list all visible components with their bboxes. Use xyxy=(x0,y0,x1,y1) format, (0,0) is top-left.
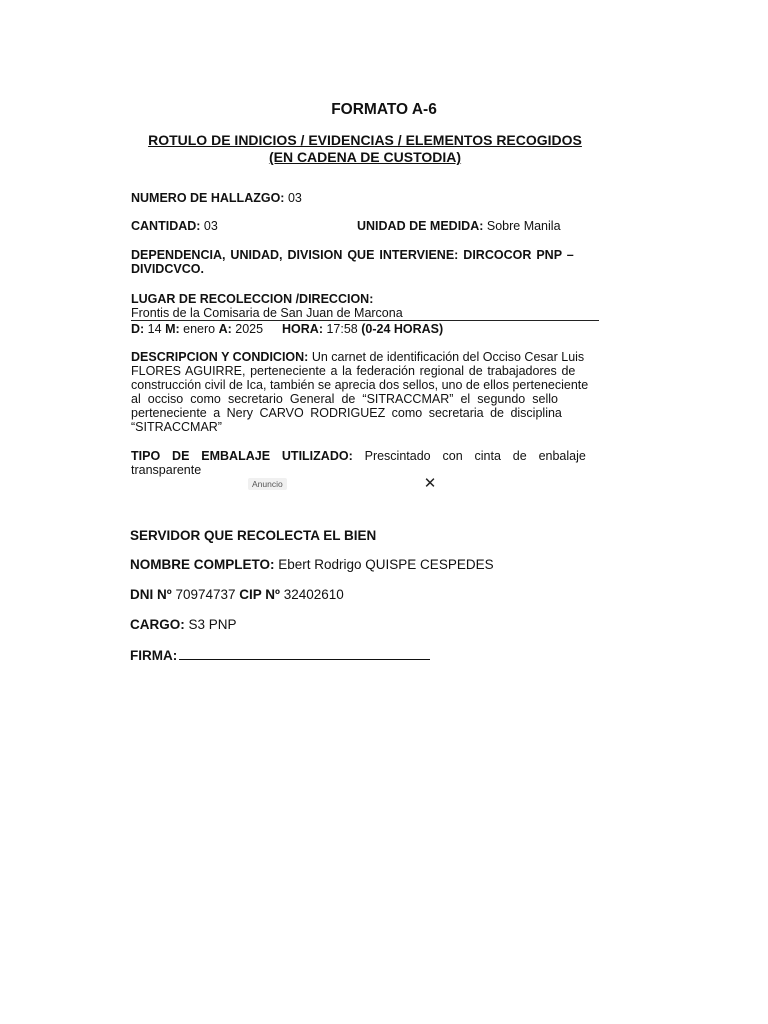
descripcion-text1: Un carnet de identificación del Occiso Cesar Luis xyxy=(308,350,585,364)
document-subtitle-line1: ROTULO DE INDICIOS / EVIDENCIAS / ELEMENTOS RECOGIDOS xyxy=(148,132,582,148)
cip-label: CIP Nº xyxy=(239,587,280,602)
cargo-value: S3 PNP xyxy=(184,617,237,632)
embalaje-value2: transparente xyxy=(131,463,202,477)
nombre-value: Ebert Rodrigo QUISPE CESPEDES xyxy=(274,557,494,572)
cip-value: 32402610 xyxy=(279,587,344,602)
ad-label: Anuncio xyxy=(248,478,287,490)
signature-line xyxy=(179,647,430,660)
cargo-label: CARGO: xyxy=(130,617,185,632)
descripcion-line5: perteneciente a Nery CARVO RODRIGUEZ como secretaria de disciplina xyxy=(131,406,562,420)
dependencia-line1: DEPENDENCIA, UNIDAD, DIVISION QUE INTERVIENE: DIRCOCOR PNP – xyxy=(131,248,574,262)
hallazgo-row xyxy=(131,191,599,206)
ad-close-icon[interactable]: ✕ xyxy=(423,475,437,492)
dni-cip-row xyxy=(130,587,344,603)
nombre-label: NOMBRE COMPLETO: xyxy=(130,557,275,572)
unidad-value: Sobre Manila xyxy=(483,219,561,233)
mes-value: enero xyxy=(179,322,219,336)
dni-value: 70974737 xyxy=(171,587,240,602)
cantidad-value: 03 xyxy=(200,219,218,233)
lugar-label: LUGAR DE RECOLECCION /DIRECCION: xyxy=(131,292,374,306)
dni-label: DNI Nº xyxy=(130,587,172,602)
dia-value: 14 xyxy=(144,322,166,336)
cantidad-label: CANTIDAD: xyxy=(131,219,201,233)
hallazgo-label: NUMERO DE HALLAZGO: xyxy=(131,191,285,205)
document-subtitle-line2: (EN CADENA DE CUSTODIA) xyxy=(268,149,462,165)
firma-label: FIRMA: xyxy=(130,648,178,663)
mes-label: M: xyxy=(165,322,180,336)
unidad-label: UNIDAD DE MEDIDA: xyxy=(357,219,484,233)
descripcion-line3: construcción civil de Ica, también se aprecia dos sellos, uno de ellos perteneciente xyxy=(131,378,589,392)
nombre-row xyxy=(130,557,494,573)
anio-label: A: xyxy=(218,322,232,336)
descripcion-label: DESCRIPCION Y CONDICION: xyxy=(131,350,309,364)
hora-label: HORA: xyxy=(282,322,323,336)
descripcion-line4: al occiso como secretario General de “SITRACCMAR” el segundo sello xyxy=(131,392,559,406)
hora-value: 17:58 xyxy=(322,322,362,336)
embalaje-value: Prescintado con cinta de enbalaje xyxy=(352,449,586,463)
document-title: FORMATO A-6 xyxy=(331,101,437,118)
descripcion-line1 xyxy=(131,350,599,365)
descripcion-line6: “SITRACCMAR” xyxy=(131,420,222,434)
hallazgo-value: 03 xyxy=(284,191,302,205)
fecha-row xyxy=(131,322,599,337)
embalaje-label: TIPO DE EMBALAJE UTILIZADO: xyxy=(131,449,353,463)
dia-label: D: xyxy=(131,322,145,336)
cargo-row xyxy=(130,617,237,633)
descripcion-line2: FLORES AGUIRRE, perteneciente a la federación regional de trabajadores de xyxy=(131,364,576,378)
servidor-heading: SERVIDOR QUE RECOLECTA EL BIEN xyxy=(130,528,377,543)
firma-row xyxy=(130,647,430,664)
anio-value: 2025 xyxy=(231,322,264,336)
embalaje-row xyxy=(131,449,599,464)
hora-note: (0-24 HORAS) xyxy=(361,322,444,336)
lugar-value: Frontis de la Comisaria de San Juan de Marcona xyxy=(131,306,599,321)
unidad-row xyxy=(357,219,599,234)
dependencia-line2: DIVIDCVCO. xyxy=(131,262,204,276)
